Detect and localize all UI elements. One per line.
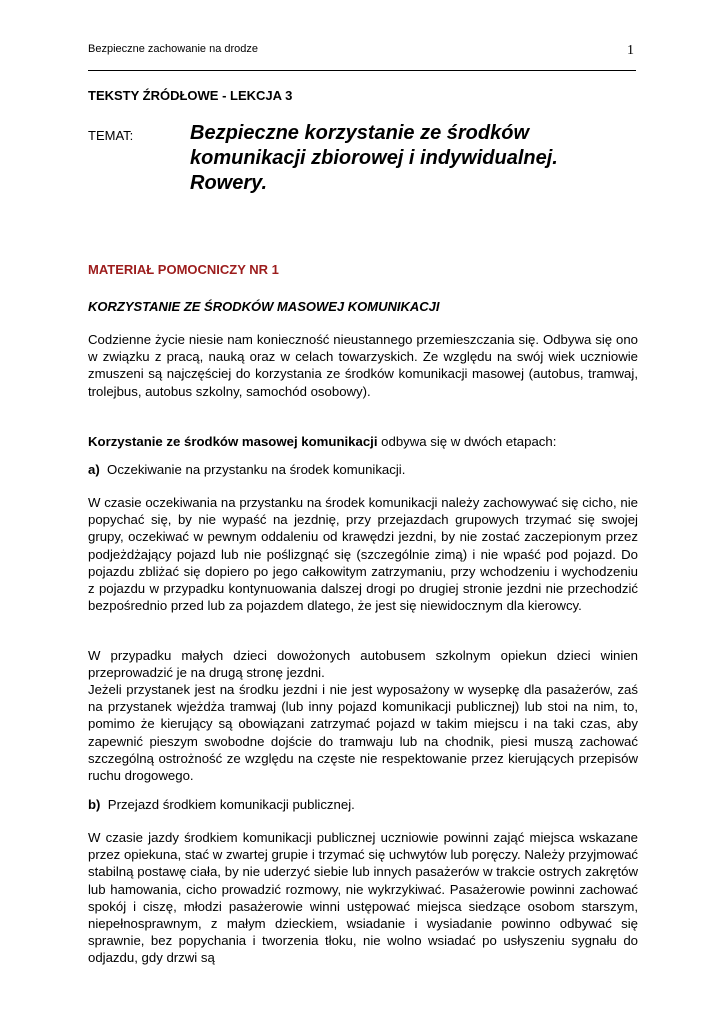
paragraph-stages	[88, 433, 638, 450]
stages-bold-text: Korzystanie ze środków masowej komunikacji	[88, 434, 378, 449]
list-marker-b: b)	[88, 797, 101, 812]
temat-title: Bezpieczne korzystanie ze środków komunikacji zbiorowej i indywidualnej. Rowery.	[190, 122, 558, 194]
material-label: MATERIAŁ POMOCNICZY NR 1	[88, 262, 279, 277]
list-item-a	[88, 461, 638, 478]
page-number: 1	[627, 43, 634, 58]
paragraph-island: Jeżeli przystanek jest na środku jezdni i nie jest wyposażony w wysepkę dla pasażerów, zaś na przystanek wjeżdża tramwaj (lub inny pojazd komunikacji publicznej) lub stoi na nim, to, pomimo że kierujący są obowiązani zatrzymać pojazd w takim miejscu i na taki czas, aby zapewnić pieszym swobodne dojście do tramwaju lub na chodnik, piesi muszą zachować szczególną ostrożność ze względu na częste nie respektowanie przez kierujących przepisów ruchu drogowego.	[88, 682, 638, 784]
list-text-b: Przejazd środkiem komunikacji publicznej.	[100, 797, 355, 812]
paragraph-travel: W czasie jazdy środkiem komunikacji publicznej uczniowie powinni zająć miejsca wskazane przez opiekuna, stać w zwartej grupie i trzymać się uchwytów lub poręczy. Należy przyjmować stabilną postawę ciała, by nie uderzyć siebie lub innych pasażerów w trakcie ostrych zakrętów lub hamowania, cicho prowadzić rozmowy, nie wykrzykiwać. Pasażerowie powinni zachować spokój i ciszę, młodzi pasażerowie winni ustępować miejsca siedzące osobom starszym, niepełnosprawnym, z małym dzieckiem, wsiadanie i wysiadanie powinno odbywać się sprawnie, bez popychania i tworzenia tłoku, nie wolno wsiadać po usłyszeniu sygnału do odjazdu, gdy drzwi są	[88, 830, 638, 966]
list-item-b	[88, 796, 638, 813]
temat-label: TEMAT:	[88, 128, 134, 143]
paragraph-waiting: W czasie oczekiwania na przystanku na środek komunikacji należy zachowywać się cicho, nie popychać się, by nie wypaść na jezdnię, przy przejazdach grupowych trzymać się swojej grupy, oczekiwać w pewnym oddaleniu od krawędzi jezdni, by nie zostać zaczepionym przez podjeżdżający pojazd lub nie poślizgnąć się (szczególnie zimą) i nie wpaść pod pojazd. Do pojazdu zbliżać się dopiero po jego całkowitym zatrzymaniu, przy wchodzeniu i wychodzeniu z pojazdu w przypadku kontynuowania dalszej drogi po drugiej stronie jezdni nie przechodzić bezpośrednio przed lub za pojazdem dlatego, że jest się niewidocznym dla kierowcy.	[88, 495, 638, 614]
list-marker-a: a)	[88, 462, 100, 477]
section-code: TEKSTY ŹRÓDŁOWE - LEKCJA 3	[88, 88, 293, 103]
section-subtitle: KORZYSTANIE ZE ŚRODKÓW MASOWEJ KOMUNIKACJI	[88, 299, 440, 314]
header-title: Bezpieczne zachowanie na drodze	[88, 43, 259, 55]
paragraph-small-children: W przypadku małych dzieci dowożonych autobusem szkolnym opiekun dzieci winien przeprowadzić je na drugą stronę jezdni.	[88, 648, 638, 681]
stages-text: odbywa się w dwóch etapach:	[377, 434, 557, 449]
paragraph-intro: Codzienne życie niesie nam konieczność nieustannego przemieszczania się. Odbywa się ono w związku z pracą, nauką oraz w celach towarzyskich. Ze względu na swój wiek uczniowie zmuszeni są najczęściej do korzystania ze środków komunikacji masowej (autobus, tramwaj, trolejbus, autobus szkolny, samochód osobowy).	[88, 332, 638, 399]
page-header	[88, 40, 636, 71]
list-text-a: Oczekiwanie na przystanku na środek komunikacji.	[99, 462, 406, 477]
